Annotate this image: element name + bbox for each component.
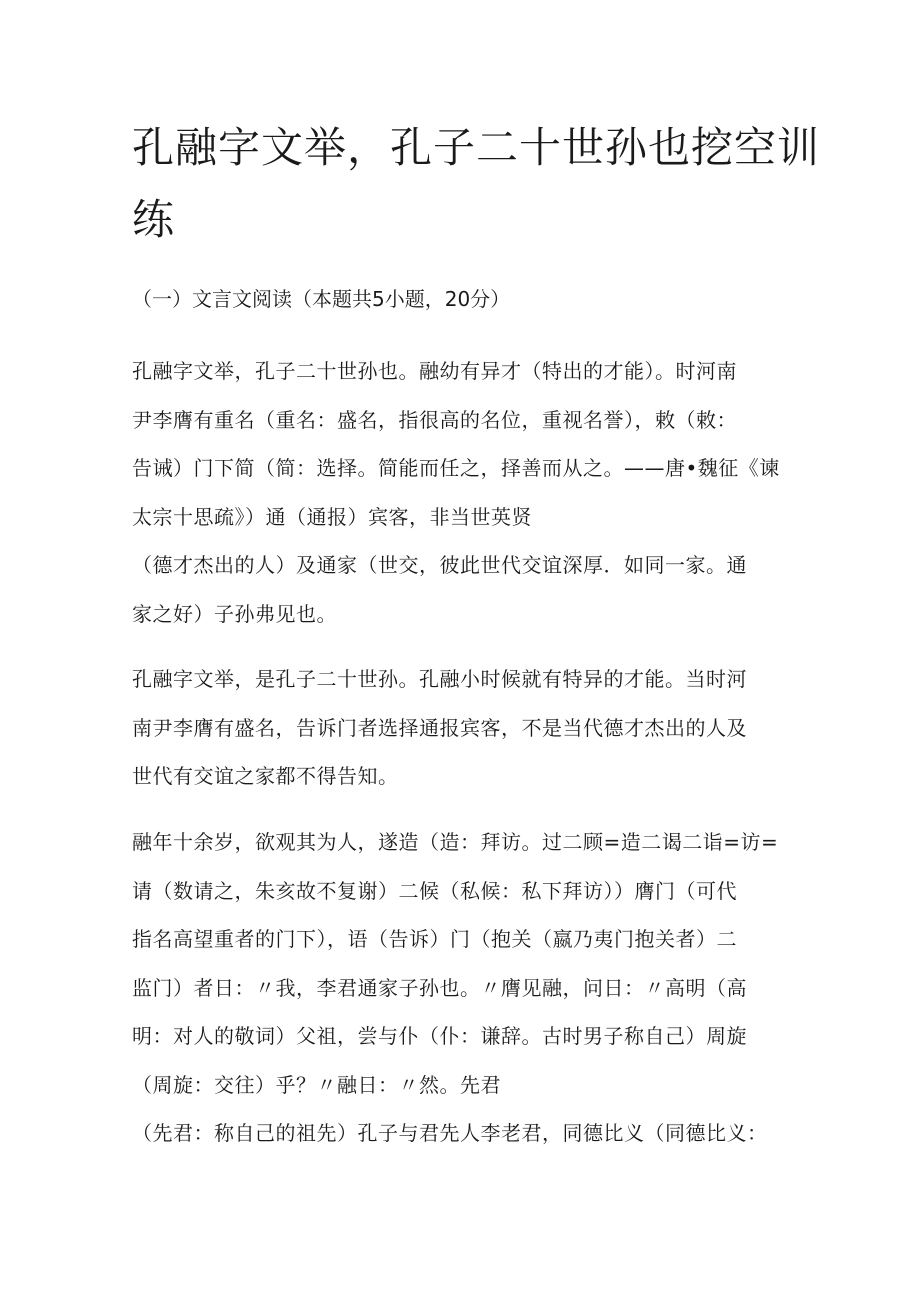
paragraph-line: 孔融字文举，是孔子二十世孙。孔融小时候就有特异的才能。当时河	[132, 667, 747, 691]
paragraph-original-text-2	[132, 818, 797, 1158]
section-heading: （一）文言文阅读（本题共5小题，20分）	[132, 287, 511, 311]
paragraph-line: （周旋：交往）乎？〃融日：〃然。先君	[132, 1072, 501, 1097]
paragraph-line: 南尹李膺有盛名，告诉门者选择通报宾客，不是当代德才杰出的人及	[132, 715, 747, 740]
paragraph-line: 告诫）门下简（简：选择。简能而任之，择善而从之。——唐•魏征《谏	[132, 456, 780, 480]
paragraph-line: 融年十余岁，欲观其为人，遂造（造：拜访。过二顾=造二谒二诣=访=	[132, 830, 779, 854]
paragraph-line: 监门）者日：〃我，李君通家子孙也。〃膺见融，问日：〃高明（高	[132, 975, 747, 1000]
title-line-1: 孔融字文举，孔子二十世孙也挖空训	[132, 123, 821, 172]
paragraph-translation	[132, 655, 797, 801]
paragraph-line: 世代有交谊之家都不得告知。	[132, 764, 399, 788]
paragraph-line: 家之好）子孙弗见也。	[132, 601, 337, 626]
paragraph-line: （德才杰出的人）及通家（世交，彼此世代交谊深厚．如同一家。通	[132, 553, 747, 577]
paragraph-line: （先君：称自己的祖先）孔子与君先人李老君，同德比义（同德比义：	[132, 1121, 768, 1145]
title-line-2: 练	[132, 195, 176, 244]
paragraph-line: 尹李膺有重名（重名：盛名，指很高的名位，重视名誉），敕（敕：	[132, 407, 737, 432]
paragraph-line: 明：对人的敬词）父祖，尝与仆（仆：谦辞。古时男子称自己）周旋	[132, 1024, 747, 1048]
paragraph-line: 孔融字文举，孔子二十世孙也。融幼有异才（特出的才能）。时河南	[132, 359, 737, 383]
document-title	[132, 112, 821, 256]
paragraph-line: 指名高望重者的门下），语（告诉）门（抱关（嬴乃夷门抱关者）二	[132, 927, 737, 951]
paragraph-original-text	[132, 347, 797, 638]
paragraph-line: 请（数请之，朱亥故不复谢）二候（私候：私下拜访））膺门（可代	[132, 878, 737, 903]
paragraph-line: 太宗十思疏》）通（通报）宾客，非当世英贤	[132, 504, 532, 529]
